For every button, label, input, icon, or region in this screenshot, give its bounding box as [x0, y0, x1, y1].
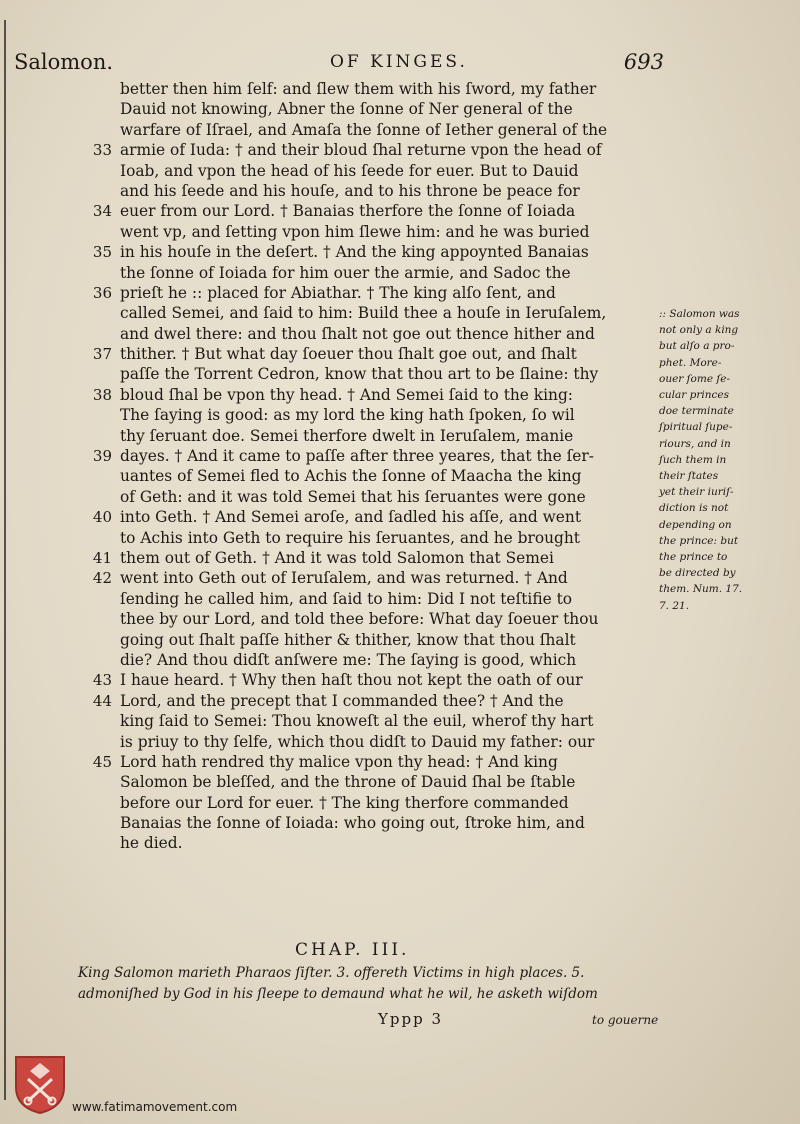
marginal-note-line: but alſo a pro- [659, 340, 735, 353]
marginal-note-line: phet. More- [659, 356, 722, 369]
marginal-note-line: riours, and in [659, 437, 731, 450]
line-text: called Semei, and ſaid to him: Build thee a houſe in Ieruſalem, [120, 304, 607, 323]
text-line [92, 752, 655, 772]
gutter-edge [4, 20, 6, 1100]
line-text: Dauid not knowing, Abner the ſonne of Ner general of the [120, 100, 573, 119]
line-text: Ioab, and vpon the head of his ſeede for euer. But to Dauid [120, 161, 579, 180]
text-line [120, 303, 655, 323]
verse-number: 34 [92, 202, 112, 221]
line-text: thither. † But what day ſoeuer thou ſhalt goe out, and ſhalt [120, 345, 577, 364]
watermark-url[interactable]: www.fatimamovement.com [72, 1100, 238, 1114]
text-line [120, 120, 655, 140]
line-text: Salomon be bleſſed, and the throne of Dauid ſhal be ſtable [120, 773, 576, 792]
text-line [92, 670, 655, 690]
text-line [120, 99, 655, 119]
chapter-summary [78, 963, 678, 1005]
line-text: into Geth. † And Semei aroſe, and ſadled his aſſe, and went [120, 508, 582, 527]
line-text: of Geth: and it was told Semei that his ſeruantes were gone [120, 487, 586, 506]
line-text: die? And thou didſt anſwere me: The ſaying is good, which [120, 650, 577, 669]
line-text: paſſe the Torrent Cedron, know that thou art to be ſlaine: thy [120, 365, 599, 384]
chapter-heading: CHAP. III. [295, 940, 410, 960]
text-line [120, 833, 655, 853]
marginal-note-line: yet their iuriſ- [659, 486, 734, 499]
header-left: Salomon. [14, 50, 114, 74]
line-text: uantes of Semei fled to Achis the ſonne of Maacha the king [120, 467, 582, 486]
marginal-note [659, 306, 779, 614]
line-text: to Achis into Geth to require his ſeruantes, and he brought [120, 528, 580, 547]
line-text: went into Geth out of Ieruſalem, and was returned. † And [120, 569, 568, 588]
line-text: dayes. † And it came to paſſe after three yeares, that the ſer- [120, 447, 594, 466]
marginal-note-line: their ſtates [659, 470, 719, 483]
text-line [92, 344, 655, 364]
text-line [120, 263, 655, 283]
verse-number: 36 [92, 283, 112, 302]
main-text [92, 79, 655, 854]
text-line [120, 630, 655, 650]
line-text: he died. [120, 834, 183, 853]
header-center: OF KINGES. [330, 52, 468, 72]
text-line [120, 528, 655, 548]
text-line [120, 181, 655, 201]
verse-number: 33 [92, 141, 112, 160]
text-line [92, 201, 655, 221]
text-line [120, 732, 655, 752]
text-line [120, 364, 655, 384]
verse-number: 37 [92, 345, 112, 364]
text-line [92, 283, 655, 303]
marginal-note-line: ſpiritual ſupe- [659, 421, 733, 434]
papal-keys-emblem-icon [12, 1053, 68, 1115]
line-text: king ſaid to Semei: Thou knoweſt al the euil, wherof thy hart [120, 712, 594, 731]
verse-number: 44 [92, 691, 112, 710]
marginal-note-line: :: Salomon was [659, 308, 740, 320]
text-line [92, 568, 655, 588]
marginal-note-line: diction is not [659, 502, 729, 515]
line-text: The ſaying is good: as my lord the king hath ſpoken, ſo wil [120, 406, 575, 425]
text-line [120, 589, 655, 609]
text-line [120, 772, 655, 792]
text-line [120, 161, 655, 181]
marginal-note-line: cular princes [659, 389, 729, 402]
text-line [120, 813, 655, 833]
line-text: the ſonne of Ioiada for him ouer the armie, and Sadoc the [120, 263, 571, 282]
verse-number: 38 [92, 385, 112, 404]
text-line [120, 487, 655, 507]
text-line [92, 242, 655, 262]
line-text: going out ſhalt paſſe hither & thither, know that thou ſhalt [120, 630, 576, 649]
text-line [120, 426, 655, 446]
marginal-note-line: not only a king [659, 324, 739, 337]
line-text: Banaias the ſonne of Ioiada: who going out, ſtroke him, and [120, 814, 585, 833]
text-line [92, 507, 655, 527]
line-text: in his houſe in the deſert. † And the king appoynted Banaias [120, 243, 589, 262]
verse-number: 41 [92, 548, 112, 567]
summary-line: King Salomon marieth Pharaos ſiſter. 3. offereth Victims in high places. 5. [78, 965, 585, 981]
text-line [92, 446, 655, 466]
marginal-note-line: doe terminate [659, 405, 734, 418]
marginal-note-line: ouer ſome ſe- [659, 372, 731, 385]
marginal-note-line: 7. 21. [659, 599, 690, 612]
text-line [92, 691, 655, 711]
verse-number: 43 [92, 671, 112, 690]
verse-number: 40 [92, 508, 112, 527]
catchword: to gouerne [592, 1013, 659, 1027]
line-text: thee by our Lord, and told thee before: What day ſoeuer thou [120, 610, 599, 629]
text-line [92, 385, 655, 405]
line-text: went vp, and ſetting vpon him ſlewe him: and he was buried [120, 222, 590, 241]
summary-line: admoniſhed by God in his ſleepe to demaund what he wil, he asketh wiſdom [78, 986, 598, 1002]
marginal-note-line: ſuch them in [659, 453, 727, 466]
text-line [120, 711, 655, 731]
marginal-note-line: be directed by [659, 567, 736, 580]
line-text: armie of Iuda: † and their bloud ſhal returne vpon the head of [120, 141, 602, 160]
verse-number: 42 [92, 569, 112, 588]
page-number: 693 [623, 50, 664, 74]
line-text: ſending he called him, and ſaid to him: Did I not teſtifie to [120, 589, 573, 608]
line-text: Lord, and the precept that I commanded thee? † And the [120, 691, 564, 710]
line-text: is priuy to thy ſelfe, which thou didſt to Dauid my father: our [120, 732, 595, 751]
verse-number: 45 [92, 752, 112, 771]
marginal-note-line: depending on [659, 518, 732, 531]
text-line [120, 79, 655, 99]
running-header [14, 50, 664, 80]
line-text: bloud ſhal be vpon thy head. † And Semei ſaid to the king: [120, 385, 573, 404]
text-line [92, 140, 655, 160]
marginal-note-line: the prince: but [659, 534, 739, 547]
line-text: warfare of Iſrael, and Amaſa the ſonne of Iether general of the [120, 120, 608, 139]
text-line [120, 609, 655, 629]
text-line [120, 793, 655, 813]
line-text: and his ſeede and his houſe, and to his throne be peace for [120, 181, 580, 200]
line-text: I haue heard. † Why then haſt thou not kept the oath of our [120, 671, 583, 690]
line-text: before our Lord for euer. † The king therfore commanded [120, 793, 569, 812]
marginal-note-line: the prince to [659, 551, 728, 564]
line-text: prieſt he :: placed for Abiathar. † The king alſo ſent, and [120, 283, 556, 302]
line-text: better then him ſelf: and ſlew them with his ſword, my father [120, 80, 597, 98]
text-line [120, 222, 655, 242]
text-line [92, 548, 655, 568]
line-text: and dwel there: and thou ſhalt not goe out thence hither and [120, 324, 595, 343]
text-line [120, 324, 655, 344]
signature-mark: Yppp 3 [378, 1010, 444, 1028]
line-text: thy ſeruant doe. Semei therfore dwelt in Ieruſalem, manie [120, 426, 574, 445]
verse-number: 35 [92, 243, 112, 262]
line-text: them out of Geth. † And it was told Salomon that Semei [120, 548, 554, 567]
marginal-note-line: them. Num. 17. [659, 583, 743, 596]
text-line [120, 650, 655, 670]
line-text: Lord hath rendred thy malice vpon thy head: † And king [120, 752, 558, 771]
text-line [120, 466, 655, 486]
text-line [120, 405, 655, 425]
verse-number: 39 [92, 447, 112, 466]
line-text: euer from our Lord. † Banaias therfore the ſonne of Ioiada [120, 202, 576, 221]
